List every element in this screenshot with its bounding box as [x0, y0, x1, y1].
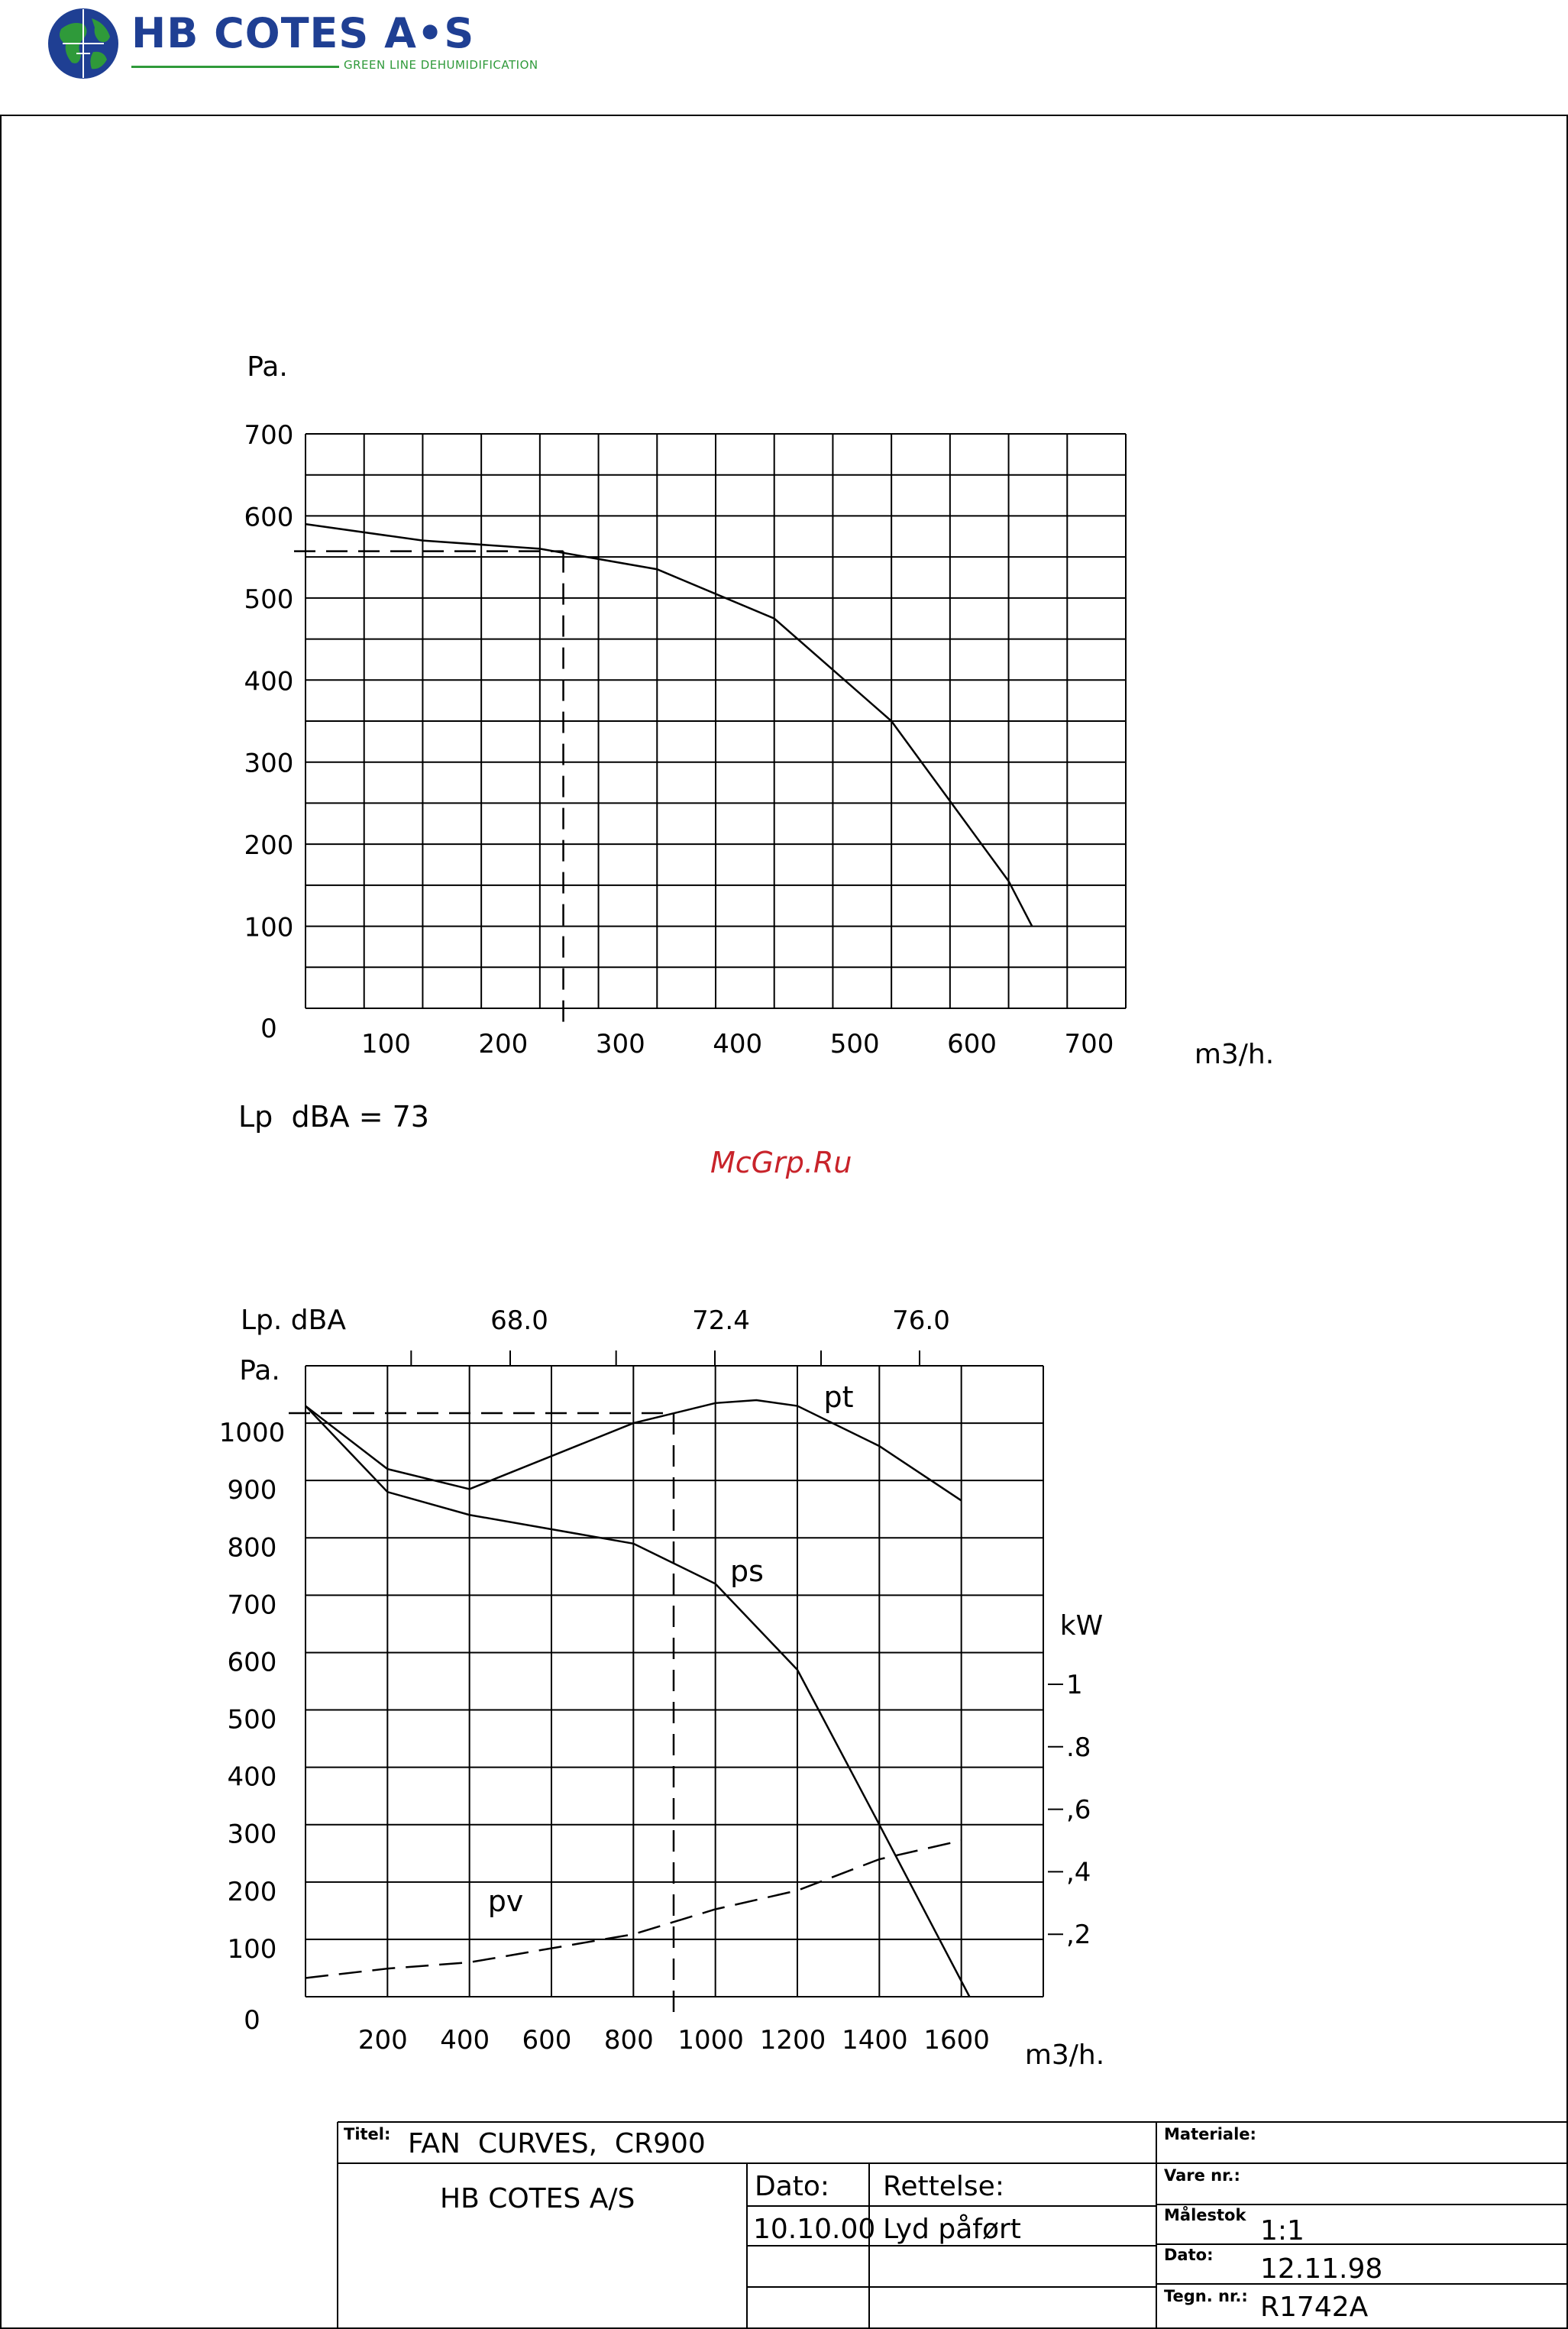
series-label-pt: pt	[823, 1380, 854, 1414]
drawing-title: FAN CURVES, CR900	[408, 2128, 706, 2159]
top-tick-label: 76.0	[892, 1305, 950, 1336]
y-tick-label: 100	[244, 912, 294, 943]
y-tick-label: 300	[227, 1819, 277, 1850]
x-tick-label: 600	[947, 1029, 997, 1059]
y-tick-label: 500	[227, 1704, 277, 1735]
y-tick-label: 800	[227, 1532, 277, 1564]
x-tick-label: 1400	[842, 2025, 908, 2056]
malestok-value: 1:1	[1260, 2215, 1305, 2247]
tegn-label: Tegn. nr.:	[1164, 2287, 1248, 2305]
dato2-label: Dato:	[1164, 2246, 1214, 2264]
y-axis-label: Pa.	[247, 351, 288, 383]
revision-text: Lyd påført	[883, 2214, 1021, 2245]
x-tick-label: 1600	[923, 2025, 990, 2056]
x-tick-label: 300	[595, 1029, 645, 1059]
y-tick-label: 900	[227, 1475, 277, 1506]
x-tick-label: 700	[1064, 1029, 1114, 1059]
rettelse-label: Rettelse:	[883, 2171, 1004, 2202]
y-tick-label: 600	[244, 502, 294, 533]
x-tick-label: 1000	[677, 2025, 744, 2056]
y-tick-label: 700	[244, 420, 294, 451]
x-tick-label: 400	[713, 1029, 763, 1059]
dato2-value: 12.11.98	[1260, 2253, 1383, 2285]
x-axis-label: m3/h.	[1194, 1039, 1275, 1070]
company-name: HB COTES A/S	[440, 2183, 635, 2214]
y-tick-label: 400	[244, 666, 294, 697]
y2-tick-label: ,6	[1066, 1794, 1091, 1826]
malestok-label: Målestok	[1164, 2206, 1246, 2224]
top-axis-label: Lp. dBA	[241, 1305, 346, 1336]
series-label-ps: ps	[730, 1554, 764, 1588]
sound-level-note: Lp dBA = 73	[238, 1100, 429, 1134]
y-tick-label: 100	[227, 1933, 277, 1965]
y-tick-label: 200	[227, 1876, 277, 1907]
y-axis-label: Pa.	[239, 1355, 280, 1386]
titel-label: Titel:	[344, 2125, 391, 2143]
y-tick-label: 500	[244, 584, 294, 615]
y2-tick-label: ,4	[1066, 1857, 1091, 1888]
dato-label: Dato:	[755, 2171, 830, 2202]
series-label-pv: pv	[487, 1884, 524, 1918]
y-tick-label: 0	[244, 2005, 260, 2036]
x-tick-label: 600	[522, 2025, 572, 2056]
x-tick-label: 100	[360, 1029, 411, 1059]
watermark: McGrp.Ru	[710, 1146, 852, 1179]
y-tick-label: 1000	[218, 1418, 286, 1449]
y2-axis-label: kW	[1059, 1610, 1104, 1642]
y-tick-label: 700	[227, 1590, 277, 1621]
x-tick-label: 500	[829, 1029, 880, 1059]
y2-tick-label: 1	[1066, 1670, 1083, 1700]
x-tick-label: 1200	[759, 2025, 826, 2056]
revision-date: 10.10.00	[753, 2214, 876, 2245]
y2-tick-label: .8	[1066, 1732, 1091, 1763]
x-tick-label: 200	[357, 2025, 408, 2056]
y-tick-label: 0	[260, 1014, 277, 1044]
materiale-label: Materiale:	[1164, 2125, 1256, 2143]
series-line-ps	[306, 1406, 969, 1997]
x-axis-label: m3/h.	[1024, 2039, 1105, 2071]
y-tick-label: 400	[227, 1761, 277, 1793]
series-line-fan-curve	[306, 524, 1032, 926]
vare-label: Vare nr.:	[1164, 2166, 1240, 2185]
y2-tick-label: ,2	[1066, 1920, 1091, 1951]
top-tick-label: 72.4	[692, 1305, 750, 1336]
y-tick-label: 200	[244, 830, 294, 862]
x-tick-label: 400	[440, 2025, 490, 2056]
y-tick-label: 300	[244, 748, 294, 779]
logo-tagline: GREEN LINE DEHUMIDIFICATION	[344, 58, 538, 72]
logo-name: HB COTES A•S	[131, 9, 475, 57]
y-tick-label: 600	[227, 1647, 277, 1678]
tegn-value: R1742A	[1260, 2292, 1369, 2323]
top-tick-label: 68.0	[490, 1305, 548, 1336]
x-tick-label: 200	[478, 1029, 529, 1059]
x-tick-label: 800	[603, 2025, 654, 2056]
